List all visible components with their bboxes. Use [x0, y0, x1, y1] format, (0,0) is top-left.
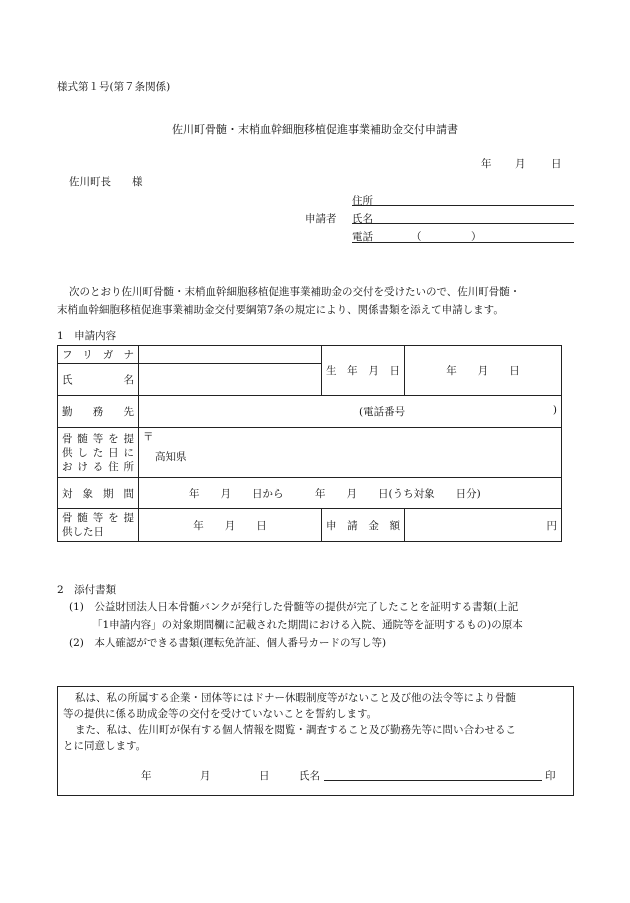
attachment-2: (2) 本人確認ができる書類(運転免許証、個人番号カードの写し等) [69, 637, 387, 649]
address-row-label: 骨髄等を提 供した日に おける住所 [58, 428, 139, 478]
phone-underline [352, 242, 574, 243]
applicant-label: 申請者 [305, 213, 337, 225]
provided-date-field[interactable]: 年 月 日 [139, 509, 322, 542]
attachment-1-line-2: 「1申請内容」の対象期間欄に記載された期間における入院、通院等を証明するもの)の原本 [92, 619, 523, 631]
workplace-phone-label: (電話番号 [359, 405, 406, 418]
name-label: 氏名 [352, 213, 373, 225]
section-1-heading: 1 申請内容 [57, 330, 117, 342]
phone-paren-close: ） [471, 231, 482, 243]
period-field[interactable]: 年 月 日から 年 月 日(うち対象 日分) [139, 478, 562, 509]
pledge-line-4: とに同意します。 [63, 740, 147, 752]
period-label: 対象期間 [58, 478, 139, 509]
prefecture: 高知県 [155, 451, 187, 463]
application-table [57, 345, 562, 542]
address-underline [352, 205, 574, 206]
seal-mark: 印 [545, 770, 556, 782]
workplace-label: 勤務先 [58, 396, 139, 428]
pledge-line-2: 等の提供に係る助成金等の交付を受けていないことを誓約します。 [63, 708, 378, 720]
phone-paren-open: （ [411, 231, 422, 243]
birth-value[interactable]: 年 月 日 [405, 346, 562, 396]
pledge-name-label: 氏名 [299, 770, 320, 782]
amount-field[interactable]: 円 [405, 509, 562, 542]
pledge-name-underline[interactable] [324, 780, 542, 781]
name-underline [352, 223, 574, 224]
attachment-1-line-1: (1) 公益財団法人日本骨髄バンクが発行した骨髄等の提供が完了したことを証明する書類(上記 [69, 601, 519, 613]
pledge-box [57, 686, 574, 796]
workplace-field[interactable] [139, 396, 562, 428]
section-2-heading: 2 添付書類 [57, 584, 117, 596]
intro-line-1: 次のとおり佐川町骨髄・末梢血幹細胞移植促進事業補助金の交付を受けたいので、佐川町骨髄・ [69, 286, 521, 298]
date-year: 年 [481, 158, 492, 170]
provided-date-label: 骨髄等を提 供した日 [58, 509, 139, 542]
date-month: 月 [515, 158, 526, 170]
postal-mark: 〒 [143, 431, 154, 443]
pledge-line-3: また、私は、佐川町が保有する個人情報を閲覧・調査すること及び勤務先等に問い合わせるこ [75, 724, 516, 736]
pledge-month: 月 [200, 770, 211, 782]
pledge-day: 日 [259, 770, 270, 782]
page-title: 佐川町骨髄・末梢血幹細胞移植促進事業補助金交付申請書 [172, 123, 458, 136]
pledge-line-1: 私は、私の所属する企業・団体等にはドナー休暇制度等がないこと及び他の法令等により骨髄 [75, 692, 516, 704]
phone-label: 電話 [352, 231, 373, 243]
furigana-field[interactable] [139, 346, 322, 364]
address-field[interactable] [139, 428, 562, 478]
address-label: 住所 [352, 195, 373, 207]
intro-line-2: 末梢血幹細胞移植促進事業補助金交付要綱第7条の規定により、関係書類を添えて申請します。 [57, 304, 504, 316]
form-number: 様式第１号(第７条関係) [57, 81, 171, 93]
amount-label: 申請金額 [322, 509, 405, 542]
workplace-phone-close: ) [552, 403, 557, 416]
addressee: 佐川町長 様 [69, 176, 143, 188]
date-day: 日 [551, 158, 562, 170]
birth-label: 生年月日 [322, 346, 405, 396]
name-row-label: 氏名 [58, 364, 139, 396]
furigana-label: フリガナ [58, 346, 139, 364]
pledge-year: 年 [141, 770, 152, 782]
name-field[interactable] [139, 364, 322, 396]
